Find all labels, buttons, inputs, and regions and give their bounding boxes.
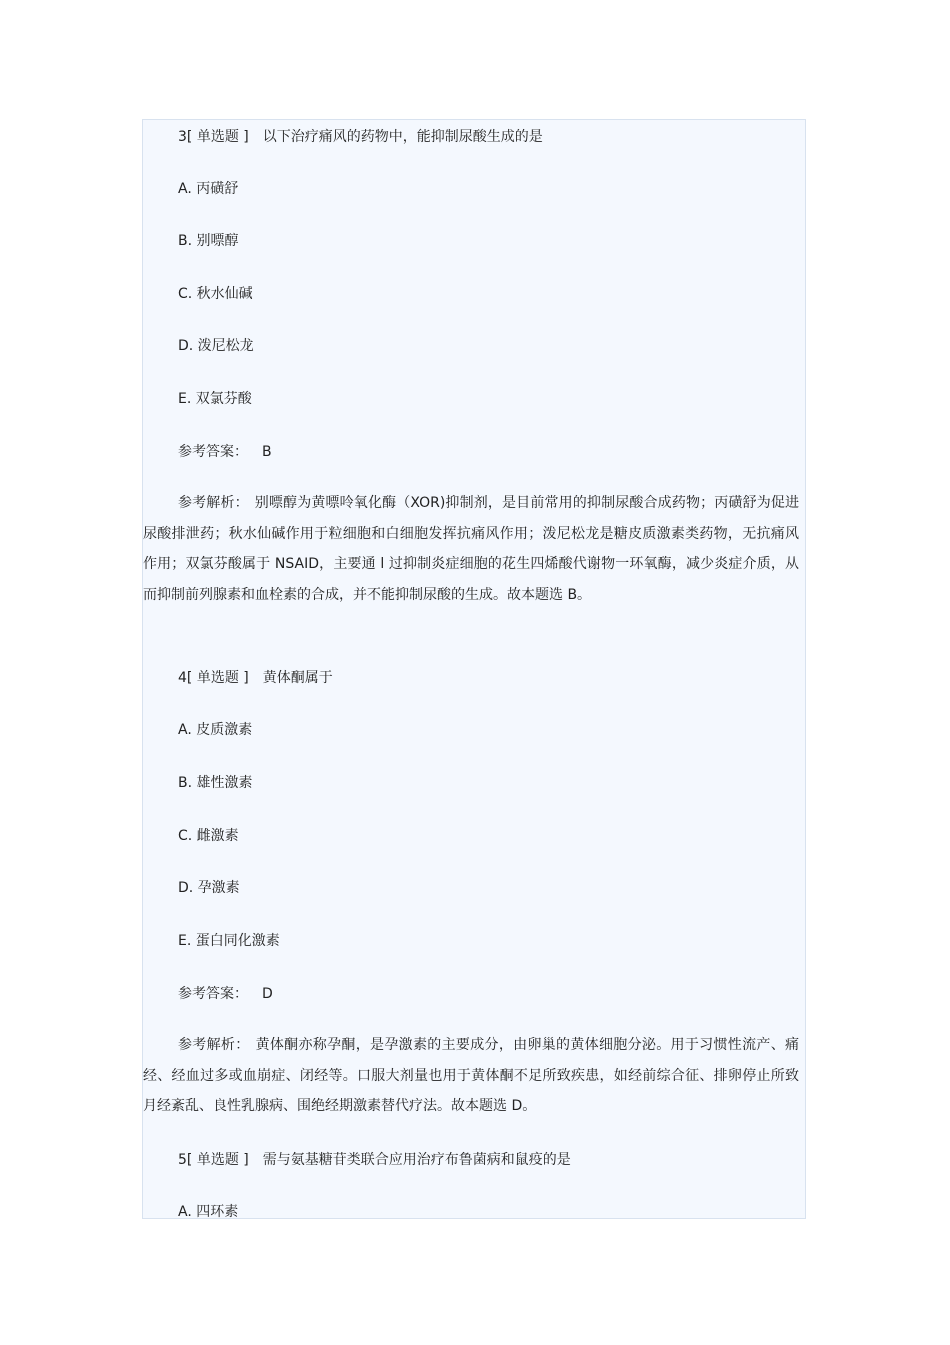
answer-value: D [262, 986, 273, 1002]
option-b: B. 雄性激素 [178, 775, 253, 791]
question-number: 4 [178, 670, 187, 686]
answer-value: B [262, 444, 272, 460]
question-type: [ 单选题 ] [186, 129, 249, 145]
document-panel [142, 119, 806, 1219]
answer-label: 参考答案： [178, 444, 248, 460]
question-type: [ 单选题 ] [186, 1152, 249, 1168]
analysis-label: 参考解析： [178, 495, 249, 511]
option-c: C. 雌激素 [178, 828, 239, 844]
option-d: D. 孕激素 [178, 880, 240, 896]
option-b: B. 别嘌醇 [178, 233, 239, 249]
question-number: 5 [178, 1152, 187, 1168]
question-text: 以下治疗痛风的药物中，能抑制尿酸生成的是 [262, 129, 543, 145]
option-c: C. 秋水仙碱 [178, 286, 253, 302]
analysis-paragraph [143, 1030, 799, 1122]
option-e: E. 双氯芬酸 [178, 391, 252, 407]
answer-line [178, 984, 273, 1004]
answer-label: 参考答案： [178, 986, 248, 1002]
option-a: A. 皮质激素 [178, 722, 253, 738]
analysis-text: 黄体酮亦称孕酮，是孕激素的主要成分，由卵巢的黄体细胞分泌。用于习惯性流产、痛经、经血过多或血崩症、闭经等。口服大剂量也用于黄体酮不足所致疾患，如经前综合征、排卵停止所致月经紊乱、良性乳腺病、围绝经期激素替代疗法。故本题选 D。 [143, 1037, 800, 1114]
option-e: E. 蛋白同化激素 [178, 933, 280, 949]
analysis-label: 参考解析： [178, 1037, 250, 1053]
option-a: A. 丙磺舒 [178, 181, 239, 197]
option-d: D. 泼尼松龙 [178, 338, 254, 354]
question-type: [ 单选题 ] [186, 670, 249, 686]
answer-line [178, 442, 272, 462]
question-5-stem [178, 1150, 571, 1170]
option-a: A. 四环素 [178, 1204, 239, 1219]
analysis-text: 别嘌醇为黄嘌呤氧化酶（XOR)抑制剂，是目前常用的抑制尿酸合成药物；丙磺舒为促进尿酸排泄药；秋水仙碱作用于粒细胞和白细胞发挥抗痛风作用；泼尼松龙是糖皮质激素类药物，无抗痛风作用；双氯芬酸属于 NSAID，主要通 l 过抑制炎症细胞的花生四烯酸代谢物一环氧酶，减少炎症介质，从而抑制前列腺素和血栓素的合成，并不能抑制尿酸的生成。故本题选 B。 [143, 495, 800, 603]
analysis-paragraph [143, 488, 799, 610]
question-text: 需与氨基糖苷类联合应用治疗布鲁菌病和鼠疫的是 [262, 1152, 571, 1168]
question-4-stem [178, 668, 333, 688]
question-text: 黄体酮属于 [262, 670, 333, 686]
question-3-stem [178, 127, 543, 147]
question-number: 3 [178, 129, 187, 145]
